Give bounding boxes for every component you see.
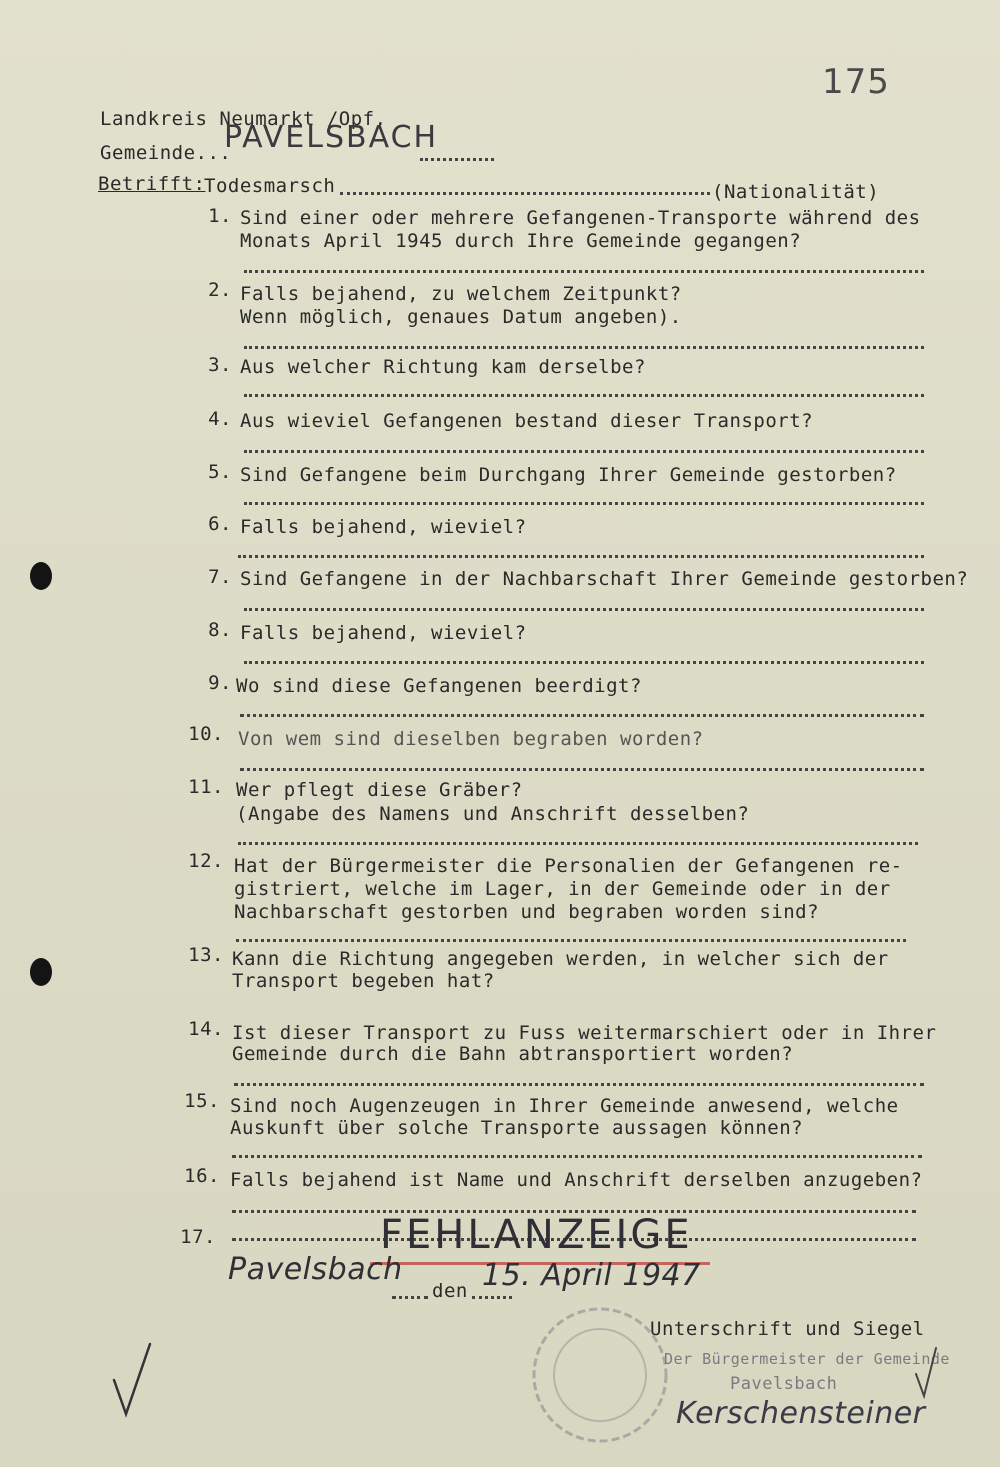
gemeinde-dots <box>420 158 494 161</box>
gemeinde-handwritten: PAVELSBACH <box>224 120 439 155</box>
question-3-number: 3. <box>208 354 232 376</box>
question-12-line-1: Hat der Bürgermeister die Personalien der Gefangenen re- <box>234 855 903 877</box>
question-13-line-1: Kann die Richtung angegeben werden, in welcher sich der <box>232 948 889 970</box>
mayor-signature: Kerschensteiner <box>676 1396 926 1431</box>
question-12-line-2: gistriert, welche im Lager, in der Gemeinde oder in der <box>234 878 891 900</box>
nationality-label: (Nationalität) <box>712 181 880 203</box>
question-16-line-1: Falls bejahend ist Name und Anschrift derselben anzugeben? <box>230 1169 923 1191</box>
question-13-line-2: Transport begeben hat? <box>232 970 495 992</box>
question-2-line-2: Wenn möglich, genaues Datum angeben). <box>240 306 682 328</box>
check-mark-right <box>912 1344 942 1404</box>
question-2-number: 2. <box>208 279 232 301</box>
date-handwritten: 15. April 1947 <box>482 1258 701 1293</box>
question-5-number: 5. <box>208 461 232 483</box>
stamp-line-2: Pavelsbach <box>730 1374 838 1394</box>
answer-11-dots <box>238 842 918 845</box>
date-dots <box>472 1296 512 1299</box>
answer-15-dots <box>232 1155 922 1158</box>
answer-12-dots <box>236 939 906 942</box>
question-7-number: 7. <box>208 566 232 588</box>
answer-3-dots <box>244 394 924 397</box>
question-14-line-1: Ist dieser Transport zu Fuss weitermarschiert oder in Ihrer <box>232 1022 937 1044</box>
question-11-number: 11. <box>188 776 224 798</box>
question-6-line-1: Falls bejahend, wieviel? <box>240 516 527 538</box>
question-9-number: 9. <box>208 672 232 694</box>
question-6-number: 6. <box>208 513 232 535</box>
check-mark-left-stroke <box>114 1344 150 1414</box>
answer-4-dots <box>244 450 924 453</box>
place-dots <box>392 1296 428 1299</box>
answer-1-dots <box>244 270 924 273</box>
question-7-line-1: Sind Gefangene in der Nachbarschaft Ihrer Gemeinde gestorben? <box>240 568 969 590</box>
landkreis-line: Landkreis Neumarkt /Opf. <box>100 108 387 130</box>
betrifft-text: Todesmarsch <box>204 175 336 197</box>
seal-inner-ring <box>554 1329 646 1421</box>
question-1-line-2: Monats April 1945 durch Ihre Gemeinde gegangen? <box>240 230 802 252</box>
answer-8-dots <box>244 661 924 664</box>
question-17-number: 17. <box>180 1226 216 1248</box>
question-15-number: 15. <box>184 1090 220 1112</box>
answer-9-dots <box>240 714 924 717</box>
answer-6-dots <box>238 555 924 558</box>
question-4-number: 4. <box>208 408 232 430</box>
question-12-line-3: Nachbarschaft gestorben und begraben worden sind? <box>234 901 820 923</box>
question-11-line-2: (Angabe des Namens und Anschrift desselben? <box>236 803 750 825</box>
punch-hole-bottom <box>30 958 52 986</box>
gemeinde-label: Gemeinde... <box>100 142 232 164</box>
answer-17-handwritten: FEHLANZEIGE <box>380 1212 693 1258</box>
question-11-line-1: Wer pflegt diese Gräber? <box>236 779 523 801</box>
question-10-line-1: Von wem sind dieselben begraben worden? <box>238 728 704 750</box>
question-8-line-1: Falls bejahend, wieviel? <box>240 622 527 644</box>
check-mark-right-stroke <box>916 1348 936 1396</box>
question-14-line-2: Gemeinde durch die Bahn abtransportiert worden? <box>232 1043 794 1065</box>
question-10-number: 10. <box>188 723 224 745</box>
official-seal <box>525 1300 675 1450</box>
punch-hole-top <box>30 562 52 590</box>
question-4-line-1: Aus wieviel Gefangenen bestand dieser Transport? <box>240 410 814 432</box>
question-1-line-1: Sind einer oder mehrere Gefangenen-Transporte während des <box>240 207 921 229</box>
signature-label: Unterschrift und Siegel <box>650 1318 925 1340</box>
page-number: 175 <box>822 62 890 102</box>
answer-2-dots <box>244 346 924 349</box>
check-mark-left <box>110 1340 154 1420</box>
stamp-line-1: Der Bürgermeister der Gemeinde <box>664 1350 950 1368</box>
question-15-line-2: Auskunft über solche Transporte aussagen können? <box>230 1117 804 1139</box>
question-2-line-1: Falls bejahend, zu welchem Zeitpunkt? <box>240 283 682 305</box>
question-9-line-1: Wo sind diese Gefangenen beerdigt? <box>236 675 642 697</box>
answer-14-dots <box>234 1083 924 1086</box>
place-handwritten: Pavelsbach <box>228 1252 403 1287</box>
question-16-number: 16. <box>184 1165 220 1187</box>
betrifft-label: Betrifft: <box>98 173 206 195</box>
answer-7-dots <box>244 608 924 611</box>
betrifft-dots <box>340 192 710 195</box>
question-5-line-1: Sind Gefangene beim Durchgang Ihrer Gemeinde gestorben? <box>240 464 897 486</box>
question-12-number: 12. <box>188 850 224 872</box>
question-15-line-1: Sind noch Augenzeugen in Ihrer Gemeinde anwesend, welche <box>230 1095 899 1117</box>
answer-10-dots <box>240 768 924 771</box>
den-label: den <box>432 1280 468 1302</box>
question-1-number: 1. <box>208 205 232 227</box>
answer-5-dots <box>244 502 924 505</box>
question-8-number: 8. <box>208 619 232 641</box>
question-3-line-1: Aus welcher Richtung kam derselbe? <box>240 356 646 378</box>
question-13-number: 13. <box>188 944 224 966</box>
question-14-number: 14. <box>188 1018 224 1040</box>
